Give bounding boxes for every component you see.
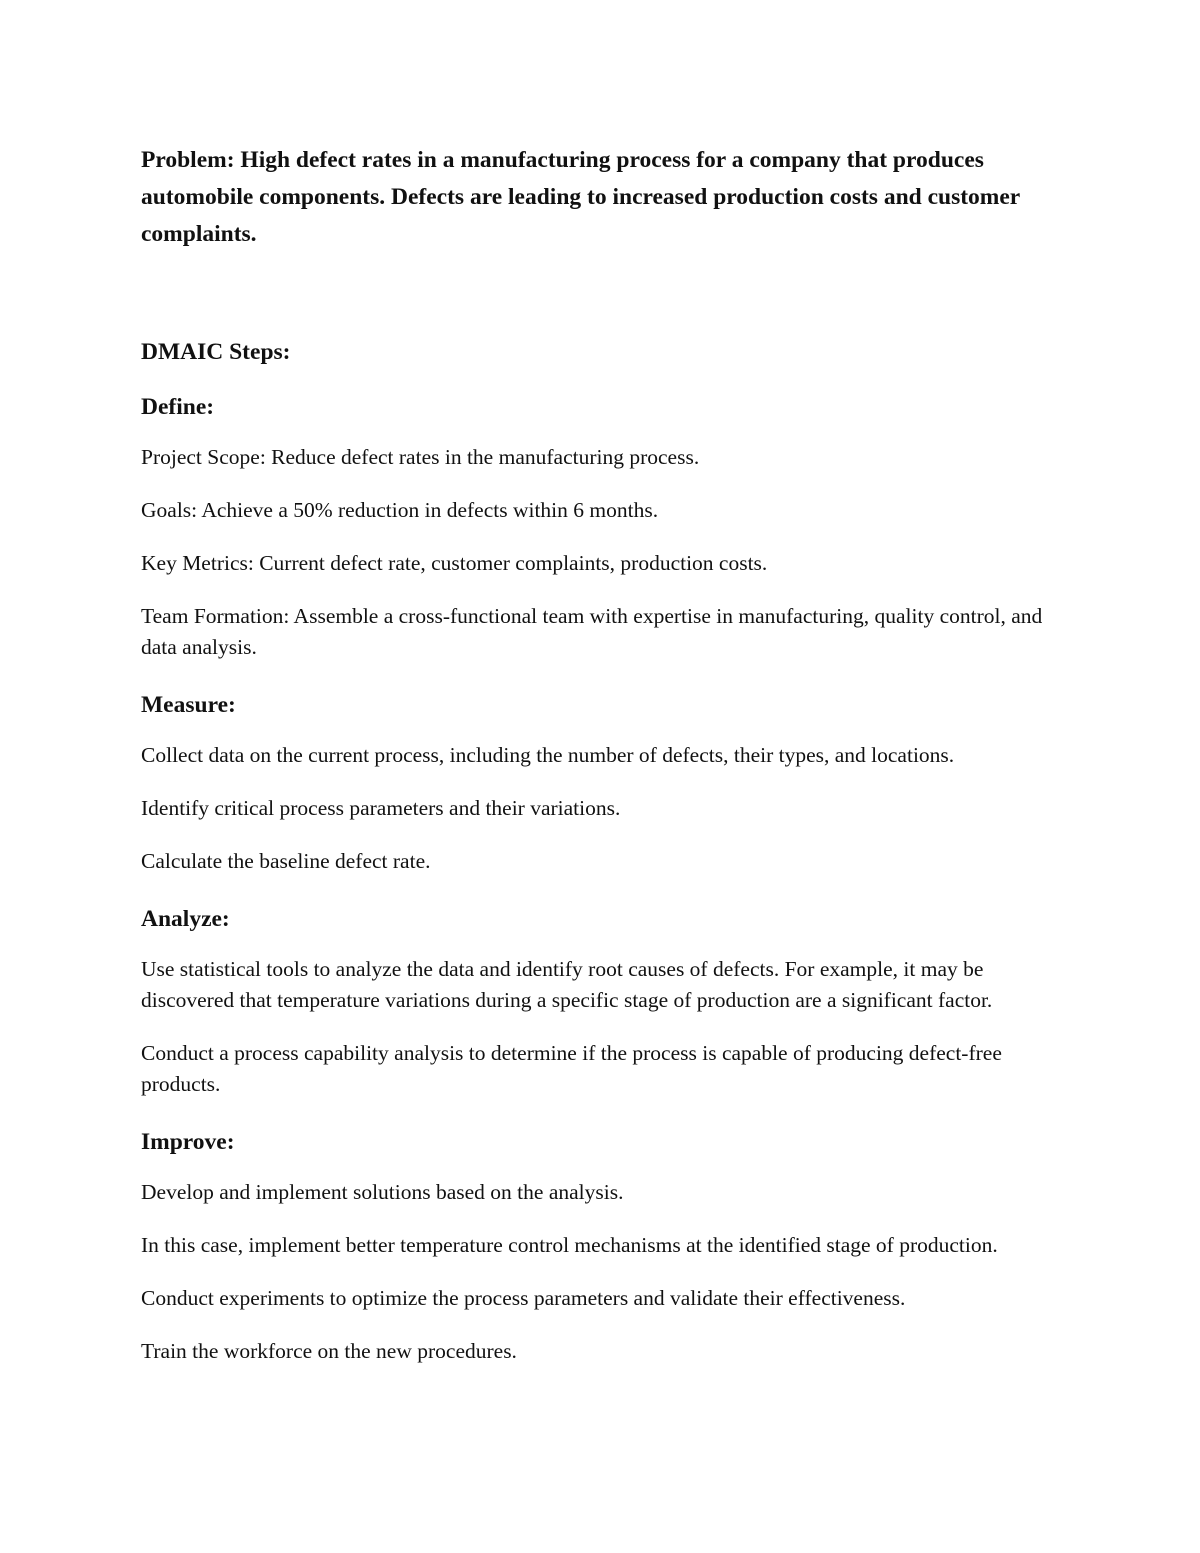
improve-paragraph: Develop and implement solutions based on the analysis. [141, 1180, 624, 1204]
improve-paragraph: Train the workforce on the new procedures. [141, 1339, 517, 1363]
document-body [141, 142, 1061, 1367]
improve-paragraph: Conduct experiments to optimize the process parameters and validate their effectiveness. [141, 1286, 906, 1310]
section-heading-improve: Improve: [141, 1129, 235, 1155]
define-paragraph: Goals: Achieve a 50% reduction in defects within 6 months. [141, 498, 659, 522]
define-paragraph: Team Formation: Assemble a cross-functional team with expertise in manufacturing, quality control, and data analysis. [141, 604, 1043, 659]
section-heading-measure: Measure: [141, 692, 236, 718]
define-paragraph: Project Scope: Reduce defect rates in the manufacturing process. [141, 445, 700, 469]
section-heading-define: Define: [141, 394, 215, 420]
improve-paragraph: In this case, implement better temperature control mechanisms at the identified stage of production. [141, 1233, 998, 1257]
measure-paragraph: Identify critical process parameters and their variations. [141, 796, 621, 820]
define-paragraph: Key Metrics: Current defect rate, customer complaints, production costs. [141, 551, 768, 575]
measure-paragraph: Collect data on the current process, including the number of defects, their types, and locations. [141, 743, 955, 767]
analyze-paragraph: Use statistical tools to analyze the data and identify root causes of defects. For example, it may be discovered that temperature variations during a specific stage of production are a significant factor. [141, 957, 993, 1012]
problem-statement: Problem: High defect rates in a manufacturing process for a company that produces automobile components. Defects are leading to increased production costs and customer complaints. [141, 147, 1020, 247]
section-heading-analyze: Analyze: [141, 906, 230, 932]
analyze-paragraph: Conduct a process capability analysis to determine if the process is capable of producing defect-free products. [141, 1041, 1002, 1096]
measure-paragraph: Calculate the baseline defect rate. [141, 849, 431, 873]
steps-title: DMAIC Steps: [141, 339, 291, 365]
